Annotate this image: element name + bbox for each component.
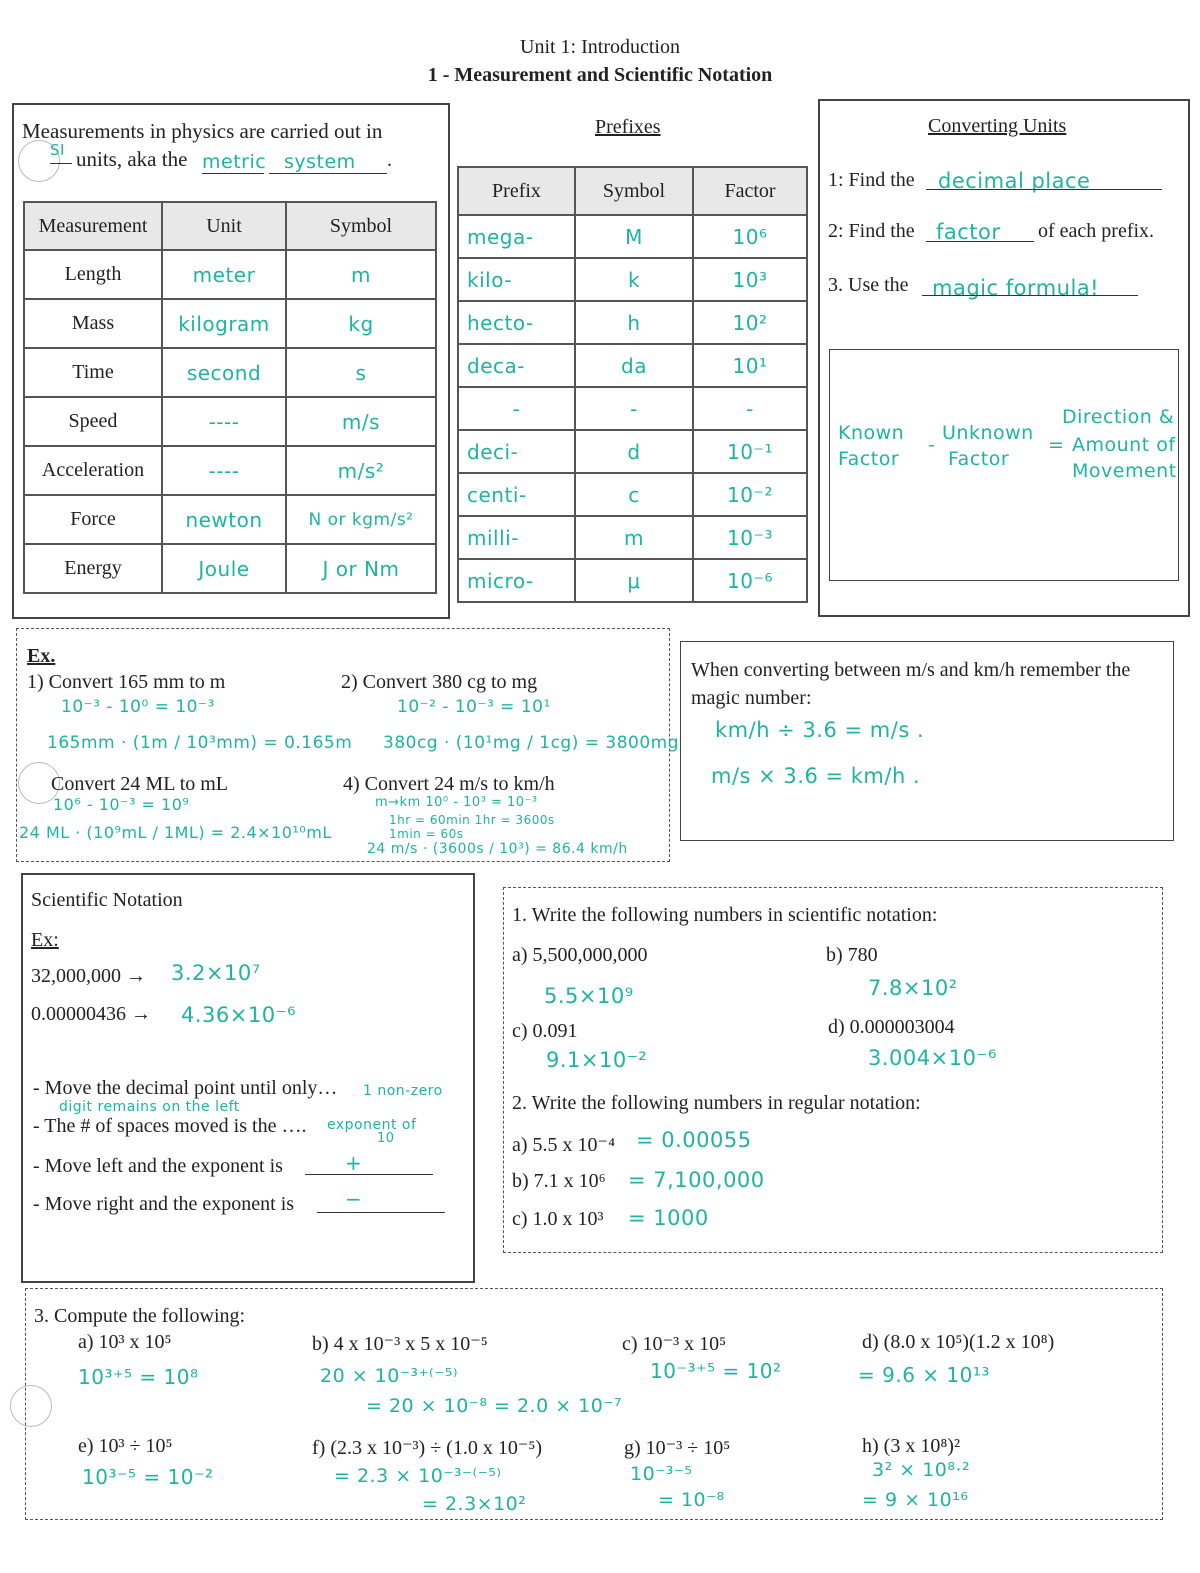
rule-2-text: - The # of spaces moved is the …. <box>33 1115 307 1137</box>
compute-b: b) 4 x 10⁻³ x 5 x 10⁻⁵ <box>312 1333 488 1355</box>
measurement-cell: Time <box>24 348 162 397</box>
symbol-cell: μ <box>575 559 693 602</box>
formula-result-line-3: Movement <box>1072 460 1177 482</box>
step-1-answer: decimal place <box>938 169 1091 193</box>
rule-1-answer-b: digit remains on the left <box>59 1099 240 1115</box>
symbol-cell: - <box>575 387 693 430</box>
period-mark: . <box>387 149 392 171</box>
example-1-question: 1) Convert 165 mm to m <box>27 671 226 693</box>
compute-a: a) 10³ x 10⁵ <box>78 1331 172 1353</box>
rule-3-text: - Move left and the exponent is <box>33 1155 283 1177</box>
compute-f-answer-2: = 2.3×10² <box>422 1493 527 1515</box>
step-2-text-b: of each prefix. <box>1038 220 1155 242</box>
factor-cell: 10⁻⁶ <box>693 559 807 602</box>
symbol-cell: d <box>575 430 693 473</box>
formula-unknown-factor: Factor <box>948 448 1010 470</box>
prefix-cell: kilo- <box>458 258 575 301</box>
compute-g-answer-1: 10⁻³⁻⁵ <box>630 1463 693 1485</box>
example-4-work-3: 1min = 60s <box>389 827 464 841</box>
conversion-examples-box <box>16 628 680 862</box>
write-c-answer: 9.1×10⁻² <box>546 1048 648 1072</box>
rule-3-answer: + <box>345 1151 363 1175</box>
regular-b: b) 7.1 x 10⁶ <box>512 1170 606 1192</box>
table-row <box>458 215 807 258</box>
compute-d: d) (8.0 x 10⁵)(1.2 x 10⁸) <box>862 1331 1055 1353</box>
compute-e-answer: 10³⁻⁵ = 10⁻² <box>82 1465 214 1489</box>
factor-cell: 10³ <box>693 258 807 301</box>
table-row <box>458 430 807 473</box>
metric-blank-line <box>202 173 264 174</box>
table-row <box>24 348 436 397</box>
compute-e: e) 10³ ÷ 10⁵ <box>78 1435 173 1457</box>
col-header-symbol: Symbol <box>575 167 693 215</box>
unit-cell: meter <box>162 250 286 299</box>
si-intro-text: Measurements in physics are carried out in <box>22 119 383 143</box>
rule-4-text: - Move right and the exponent is <box>33 1193 295 1215</box>
prefix-cell: milli- <box>458 516 575 559</box>
sci-example-1: 32,000,000 → <box>31 965 146 987</box>
write-title-1: 1. Write the following numbers in scientific notation: <box>512 904 938 926</box>
page-title: 1 - Measurement and Scientific Notation <box>427 64 773 86</box>
measurement-cell: Length <box>24 250 162 299</box>
scientific-notation-box <box>21 873 475 1283</box>
rule-2-answer-a: exponent of <box>327 1117 417 1133</box>
table-row <box>458 559 807 602</box>
symbol-cell: k <box>575 258 693 301</box>
table-row <box>458 258 807 301</box>
example-3-work-1: 10⁶ - 10⁻³ = 10⁹ <box>53 795 190 814</box>
compute-f-answer-1: = 2.3 × 10⁻³⁻⁽⁻⁵⁾ <box>334 1465 502 1487</box>
compute-b-answer-1: 20 × 10⁻³⁺⁽⁻⁵⁾ <box>320 1365 459 1387</box>
magic-formula-box <box>829 349 1179 581</box>
rule-2-answer-b: 10 <box>377 1131 395 1146</box>
step-3-answer: magic formula! <box>932 276 1100 300</box>
write-b: b) 780 <box>826 944 878 966</box>
prefix-cell: - <box>458 387 575 430</box>
formula-result-line-2: Amount of <box>1072 434 1176 456</box>
write-b-answer: 7.8×10² <box>868 976 958 1000</box>
table-row <box>458 387 807 430</box>
example-4-question: 4) Convert 24 m/s to km/h <box>343 773 555 795</box>
symbol-cell: h <box>575 301 693 344</box>
example-4-work-2: 1hr = 60min 1hr = 3600s <box>389 813 555 827</box>
compute-a-answer: 10³⁺⁵ = 10⁸ <box>78 1365 199 1389</box>
symbol-cell: kg <box>286 299 436 348</box>
prefix-cell: hecto- <box>458 301 575 344</box>
measurement-cell: Speed <box>24 397 162 446</box>
unit-heading: Unit 1: Introduction <box>520 36 680 58</box>
symbol-cell: M <box>575 215 693 258</box>
si-blank-answer: SI <box>50 141 65 159</box>
regular-a: a) 5.5 x 10⁻⁴ <box>512 1134 616 1156</box>
table-row <box>458 516 807 559</box>
symbol-cell: m/s <box>286 397 436 446</box>
example-3-work-2: 24 ML · (10⁹mL / 1ML) = 2.4×10¹⁰mL <box>19 823 332 842</box>
example-1-work-1: 10⁻³ - 10⁰ = 10⁻³ <box>61 697 215 717</box>
factor-cell: - <box>693 387 807 430</box>
compute-h: h) (3 x 10⁸)² <box>862 1435 960 1457</box>
examples-label: Ex. <box>27 645 56 667</box>
formula-minus: - <box>928 434 936 456</box>
table-row <box>24 397 436 446</box>
sci-example-2: 0.00000436 → <box>31 1003 151 1025</box>
si-blank-line <box>50 163 72 164</box>
step-1-text: 1: Find the <box>828 169 915 191</box>
prefix-cell: centi- <box>458 473 575 516</box>
col-header-factor: Factor <box>693 167 807 215</box>
compute-h-answer-1: 3² × 10⁸·² <box>872 1459 971 1481</box>
step-2-text: 2: Find the <box>828 220 915 242</box>
rule-1-text: - Move the decimal point until only… <box>33 1077 338 1099</box>
write-d-answer: 3.004×10⁻⁶ <box>868 1046 997 1070</box>
compute-c-answer: 10⁻³⁺⁵ = 10² <box>650 1359 782 1383</box>
table-row <box>24 250 436 299</box>
step-1-blank-line <box>926 189 1162 190</box>
factor-cell: 10¹ <box>693 344 807 387</box>
formula-known-factor: Factor <box>838 448 900 470</box>
rule-1-answer-a: 1 non-zero <box>363 1083 443 1099</box>
step-3-blank-line <box>922 295 1138 296</box>
write-a: a) 5,500,000,000 <box>512 944 648 966</box>
unit-cell: second <box>162 348 286 397</box>
step-3-text: 3. Use the <box>828 274 909 296</box>
si-units-box <box>12 103 450 619</box>
write-c: c) 0.091 <box>512 1020 578 1042</box>
factor-cell: 10⁻² <box>693 473 807 516</box>
sci-example-1-answer: 3.2×10⁷ <box>171 961 261 985</box>
example-4-work-1: m→km 10⁰ - 10³ = 10⁻³ <box>375 795 538 810</box>
col-header-prefix: Prefix <box>458 167 575 215</box>
measurement-cell: Energy <box>24 544 162 593</box>
formula-equals: = <box>1048 434 1065 456</box>
symbol-cell: s <box>286 348 436 397</box>
compute-h-answer-2: = 9 × 10¹⁶ <box>862 1489 969 1511</box>
measurement-cell: Mass <box>24 299 162 348</box>
regular-c-answer: = 1000 <box>628 1206 709 1230</box>
regular-b-answer: = 7,100,000 <box>628 1168 765 1192</box>
magic-line-1: km/h ÷ 3.6 = m/s . <box>715 718 925 742</box>
table-row <box>24 446 436 495</box>
symbol-cell: m/s² <box>286 446 436 495</box>
sci-title: Scientific Notation <box>31 889 183 911</box>
factor-cell: 10² <box>693 301 807 344</box>
unit-cell: kilogram <box>162 299 286 348</box>
rule-4-answer: − <box>345 1187 363 1211</box>
table-row <box>24 544 436 593</box>
magic-number-text: When converting between m/s and km/h remember the magic number: <box>691 659 1131 709</box>
write-a-answer: 5.5×10⁹ <box>544 984 634 1008</box>
formula-unknown: Unknown <box>942 422 1034 444</box>
unit-cell: ---- <box>162 446 286 495</box>
example-2-work-1: 10⁻² - 10⁻³ = 10¹ <box>397 697 551 717</box>
si-intro-text-2: units, aka the <box>76 147 188 171</box>
table-row <box>24 495 436 544</box>
compute-b-answer-2: = 20 × 10⁻⁸ = 2.0 × 10⁻⁷ <box>366 1395 622 1417</box>
compute-d-answer: = 9.6 × 10¹³ <box>858 1363 990 1387</box>
compute-f: f) (2.3 x 10⁻³) ÷ (1.0 x 10⁻⁵) <box>312 1437 543 1459</box>
table-row <box>458 344 807 387</box>
measurement-cell: Acceleration <box>24 446 162 495</box>
prefix-cell: deci- <box>458 430 575 473</box>
table-row <box>458 301 807 344</box>
symbol-cell: m <box>286 250 436 299</box>
formula-known: Known <box>838 422 905 444</box>
system-answer: system <box>284 151 356 173</box>
compute-title: 3. Compute the following: <box>34 1305 246 1327</box>
magic-line-2: m/s × 3.6 = km/h . <box>711 764 921 788</box>
prefix-cell: micro- <box>458 559 575 602</box>
compute-c: c) 10⁻³ x 10⁵ <box>622 1333 727 1355</box>
converting-title: Converting Units <box>928 115 1067 137</box>
sci-example-2-answer: 4.36×10⁻⁶ <box>181 1003 297 1027</box>
rule-3-blank-line <box>305 1174 433 1175</box>
magic-number-box <box>680 641 1174 841</box>
prefix-cell: deca- <box>458 344 575 387</box>
converting-units-box <box>818 99 1190 617</box>
si-units-table <box>23 201 437 594</box>
write-title-2: 2. Write the following numbers in regular notation: <box>512 1092 921 1114</box>
step-2-answer: factor <box>936 220 1001 244</box>
write-numbers-box <box>503 887 1163 1253</box>
col-header-measurement: Measurement <box>24 202 162 250</box>
table-row <box>24 299 436 348</box>
prefixes-title: Prefixes <box>595 116 661 138</box>
example-2-question: 2) Convert 380 cg to mg <box>341 671 538 693</box>
table-row <box>458 473 807 516</box>
step-2-blank-line <box>926 241 1034 242</box>
symbol-cell: m <box>575 516 693 559</box>
symbol-cell: N or kgm/s² <box>286 495 436 544</box>
sci-ex-label: Ex: <box>31 929 59 951</box>
factor-cell: 10⁻³ <box>693 516 807 559</box>
factor-cell: 10⁻¹ <box>693 430 807 473</box>
col-header-symbol: Symbol <box>286 202 436 250</box>
formula-result-line-1: Direction & <box>1062 406 1175 428</box>
measurement-cell: Force <box>24 495 162 544</box>
unit-cell: Joule <box>162 544 286 593</box>
metric-answer: metric <box>202 151 267 173</box>
example-2-work-2: 380cg · (10¹mg / 1cg) = 3800mg <box>383 733 680 753</box>
prefix-cell: mega- <box>458 215 575 258</box>
compute-box <box>25 1288 1163 1520</box>
symbol-cell: J or Nm <box>286 544 436 593</box>
compute-g: g) 10⁻³ ÷ 10⁵ <box>624 1437 731 1459</box>
col-header-unit: Unit <box>162 202 286 250</box>
compute-g-answer-2: = 10⁻⁸ <box>658 1489 725 1511</box>
unit-cell: ---- <box>162 397 286 446</box>
example-3-question: Convert 24 ML to mL <box>51 773 229 795</box>
symbol-cell: c <box>575 473 693 516</box>
factor-cell: 10⁶ <box>693 215 807 258</box>
regular-c: c) 1.0 x 10³ <box>512 1208 604 1230</box>
example-4-work-4: 24 m/s · (3600s / 10³) = 86.4 km/h <box>367 841 628 857</box>
write-d: d) 0.000003004 <box>828 1016 955 1038</box>
system-blank-line <box>269 173 387 174</box>
unit-cell: newton <box>162 495 286 544</box>
symbol-cell: da <box>575 344 693 387</box>
example-1-work-2: 165mm · (1m / 10³mm) = 0.165m <box>47 733 353 753</box>
rule-4-blank-line <box>317 1212 445 1213</box>
regular-a-answer: = 0.00055 <box>636 1128 752 1152</box>
prefixes-table <box>457 166 808 603</box>
